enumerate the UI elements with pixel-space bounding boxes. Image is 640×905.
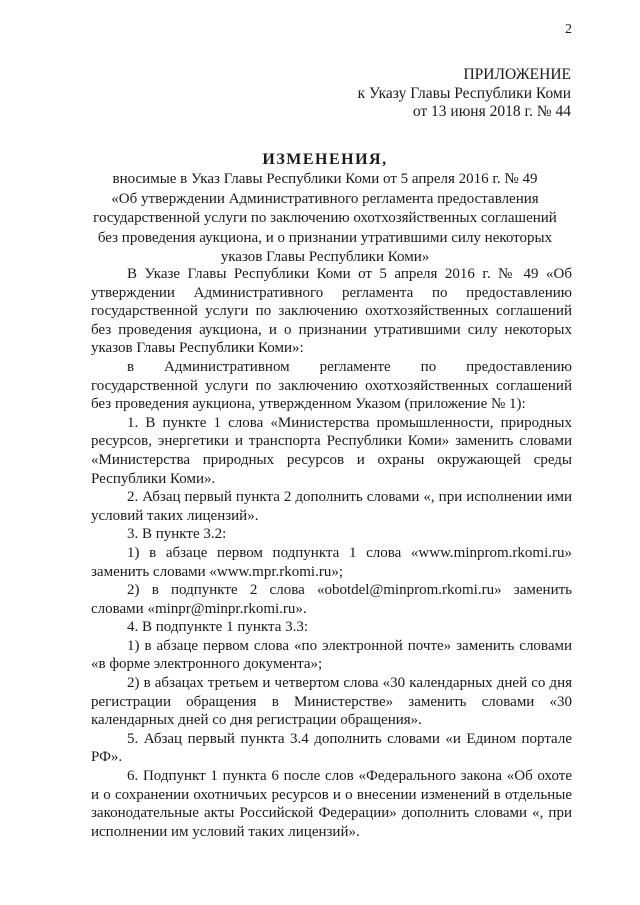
- subtitle-line: указов Главы Республики Коми»: [220, 249, 430, 265]
- paragraph-item-4-1: 1) в абзаце первом слова «по электронной почте» заменить словами «в форме электронного документа»;: [91, 637, 572, 673]
- appendix-date: от 13 июня 2018 г. № 44: [412, 103, 571, 120]
- paragraph-regulation-ref: в Административном регламенте по предоставлению государственной услуги по заключению охотхозяйственных соглашений без проведения аукциона, утвержденном Указом (приложение № 1):: [91, 358, 572, 413]
- paragraph-item-3-1: 1) в абзаце первом подпункта 1 слова «www.minprom.rkomi.ru» заменить словами «www.mpr.rkomi.ru»;: [91, 544, 572, 580]
- subtitle-line: без проведения аукциона, и о признании утратившими силу некоторых: [97, 229, 553, 246]
- paragraph-item-3-2: 2) в подпункте 2 слова «obotdel@minprom.rkomi.ru» заменить словами «minpr@minpr.rkomi.ru».: [91, 582, 572, 617]
- subtitle-line: вносимые в Указ Главы Республики Коми от 5 апреля 2016 г. № 49: [112, 171, 538, 187]
- paragraph-item-1: 1. В пункте 1 слова «Министерства промышленности, природных ресурсов, энергетики и транспорта Республики Коми» заменить словами «Министерства природных ресурсов и охраны окружающей среды Республики Коми».: [91, 414, 572, 487]
- page-number: 2: [565, 22, 572, 37]
- paragraph-preamble: В Указе Главы Республики Коми от 5 апреля 2016 г. № 49 «Об утверждении Административного регламента по предоставлению государственной услуги по заключению охотхозяйственных соглашений без проведения аукциона, и о признании утратившими силу некоторых указов Главы Республики Коми»:: [91, 266, 572, 357]
- subtitle-line: государственной услуги по заключению охотхозяйственных соглашений: [93, 210, 557, 226]
- paragraph-item-5: 5. Абзац первый пункта 3.4 дополнить словами «и Едином портале РФ».: [91, 730, 572, 766]
- appendix-decree-ref: к Указу Главы Республики Коми: [357, 84, 571, 102]
- paragraph-item-4-2: 2) в абзацах третьем и четвертом слова «30 календарных дней со дня регистрации обращения в Министерстве» заменить словами «30 календарных дней со дня регистрации обращения».: [91, 675, 572, 729]
- document-body: [91, 265, 572, 841]
- paragraph-item-4: 4. В подпункте 1 пункта 3.3:: [127, 619, 309, 636]
- paragraph-item-2: 2. Абзац первый пункта 2 дополнить словами «, при исполнении ими условий таких лицензий».: [91, 489, 572, 524]
- paragraph-item-3: 3. В пункте 3.2:: [127, 526, 227, 543]
- document-heading: ИЗМЕНЕНИЯ,: [262, 151, 388, 168]
- paragraph-item-6: 6. Подпункт 1 пункта 6 после слов «Федерального закона «Об охоте и о сохранении охотничьих ресурсов и о внесении изменений в отдельные законодательные акты Российской Федерации» дополнить словами «, при исполнении им условий таких лицензий».: [91, 768, 572, 840]
- appendix-block: [271, 66, 571, 122]
- document-subtitle: [80, 170, 570, 268]
- document-title-block: [80, 150, 570, 268]
- subtitle-line: «Об утверждении Административного регламента предоставления: [111, 190, 539, 207]
- appendix-label: ПРИЛОЖЕНИЕ: [463, 66, 571, 83]
